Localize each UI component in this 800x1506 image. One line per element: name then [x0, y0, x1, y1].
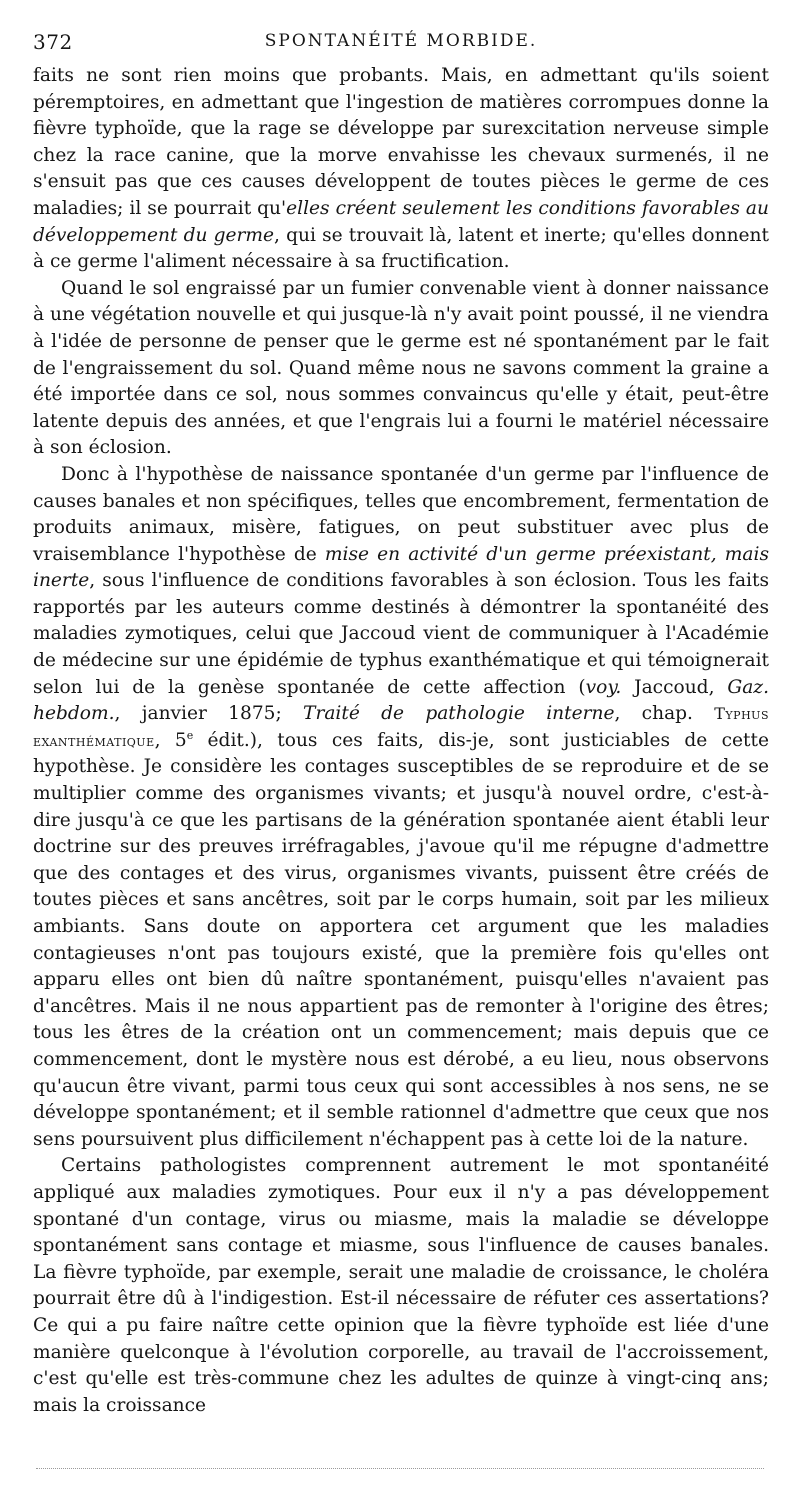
text-run: , qui se trouvait là, latent et inerte; qu'elles donnent à ce germe l'aliment nécessaire à sa fructification.: [33, 224, 770, 273]
text-run: édit.), tous ces faits, dis-je, sont justiciables de cette hypothèse. Je considère les contages susceptibles de se reproduire et de se multiplier comme des organismes vivants; et jusqu'à nouvel ordre, c'est-à-dire jusqu'à ce que les partisans de la génération spontanée aient établi leur doctrine sur des preuves irréfragables, j'avoue qu'il me répugne d'admettre que des contages et des virus, organismes vivants, puissent être créés de toutes pièces et sans ancêtres, soit par le corps humain, soit par les milieux ambiants. Sans doute on apportera cet argument que les maladies contagieuses n'ont pas toujours existé, que la première fois qu'elles ont apparu elles ont bien dû naître spontanément, puisqu'elles n'avaient pas d'ancêtres. Mais il ne nous appartient pas de remonter à l'origine des êtres; tous les êtres de la création ont un commencement; mais depuis que ce commencement, dont le mystère nous est dérobé, a eu lieu, nous observons qu'aucun être vivant, parmi tous ceux qui sont accessibles à nos sens, ne se développe spontanément; et il semble rationnel d'admettre que ceux que nos sens poursuivent plus difficilement n'échappent pas à cette loi de la nature.: [33, 729, 769, 1150]
text-run: Jaccoud,: [621, 676, 728, 698]
text-run: , sous l'influence de conditions favorables à son éclosion. Tous les faits rapportés par les auteurs comme destinés à démontrer la spontanéité des maladies zymotiques, celui que Jaccoud vient de communiquer à l'Académie de médecine sur une épidémie de typhus exanthématique et qui témoignerait selon lui de la genèse spontanée de cette affection (: [33, 570, 769, 698]
paragraph: [33, 276, 769, 462]
text-run: Quand le sol engraissé par un fumier convenable vient à donner naissance à une végétation nouvelle et qui jusque-là n'y avait point poussé, il ne viendra à l'idée de personne de penser que le germe est né spontanément par le fait de l'engraissement du sol. Quand même nous ne savons comment la graine a été importée dans ce sol, nous sommes convaincus qu'elle y était, peut-être latente depuis des années, et que l'engrais lui a fourni le matériel nécessaire à son éclosion.: [33, 277, 769, 459]
text-run: faits ne sont rien moins que probants. Mais, en admettant qu'ils soient péremptoires, en admettant que l'ingestion de matières corrompues donne la fièvre typhoïde, que la rage se développe par surexcitation nerveuse simple chez la race canine, que la morve envahisse les chevaux surmenés, il ne s'ensuit pas que ces causes développent de toutes pièces le germe de ces maladies; il se pourrait qu': [33, 65, 769, 219]
italic-text: elles créent seulement les conditions favorables au développement du germe: [33, 197, 769, 246]
text-run: Certains pathologistes comprennent autrement le mot spontanéité appliqué aux maladies zymotiques. Pour eux il n'y a pas développement spontané d'un contage, virus ou miasme, mais la maladie se développe spontanément sans contage et miasme, sous l'influence de causes banales. La fièvre typhoïde, par exemple, serait une maladie de croissance, le choléra pourrait être dû à l'indigestion. Est-il nécessaire de réfuter ces assertations? Ce qui a pu faire naître cette opinion que la fièvre typhoïde est liée d'une manière quelconque à l'évolution corporelle, au travail de l'accroissement, c'est qu'elle est très-commune chez les adultes de quinze à vingt-cinq ans; mais la croissance: [33, 1155, 769, 1416]
text-run: , janvier 1875;: [114, 703, 304, 725]
page-number: 372: [33, 30, 73, 54]
paragraph: [33, 1153, 769, 1419]
page-header: [33, 30, 769, 58]
paragraph: [33, 462, 769, 1153]
body-text: [33, 63, 769, 1419]
paragraph: [33, 63, 769, 276]
italic-text: Traité de pathologie interne: [303, 703, 615, 725]
italic-text: voy.: [585, 676, 622, 698]
superscript-text: e: [186, 728, 194, 742]
italic-text: Gaz. hebdom.: [33, 676, 770, 725]
small-caps-text: Typhus exanthématique: [33, 704, 769, 750]
footer-dotted-rule: [36, 1468, 764, 1469]
text-run: , 5: [154, 729, 187, 751]
text-run: , chap.: [614, 703, 715, 725]
text-run: Donc à l'hypothèse de naissance spontanée d'un germe par l'influence de causes banales et non spécifiques, telles que encombrement, fermentation de produits animaux, misère, fatigues, on peut substituer avec plus de vraisemblance l'hypothèse de: [33, 463, 769, 565]
running-title: SPONTANÉITÉ MORBIDE.: [264, 31, 538, 51]
italic-text: mise en activité d'un germe préexistant, mais inerte: [33, 543, 769, 592]
